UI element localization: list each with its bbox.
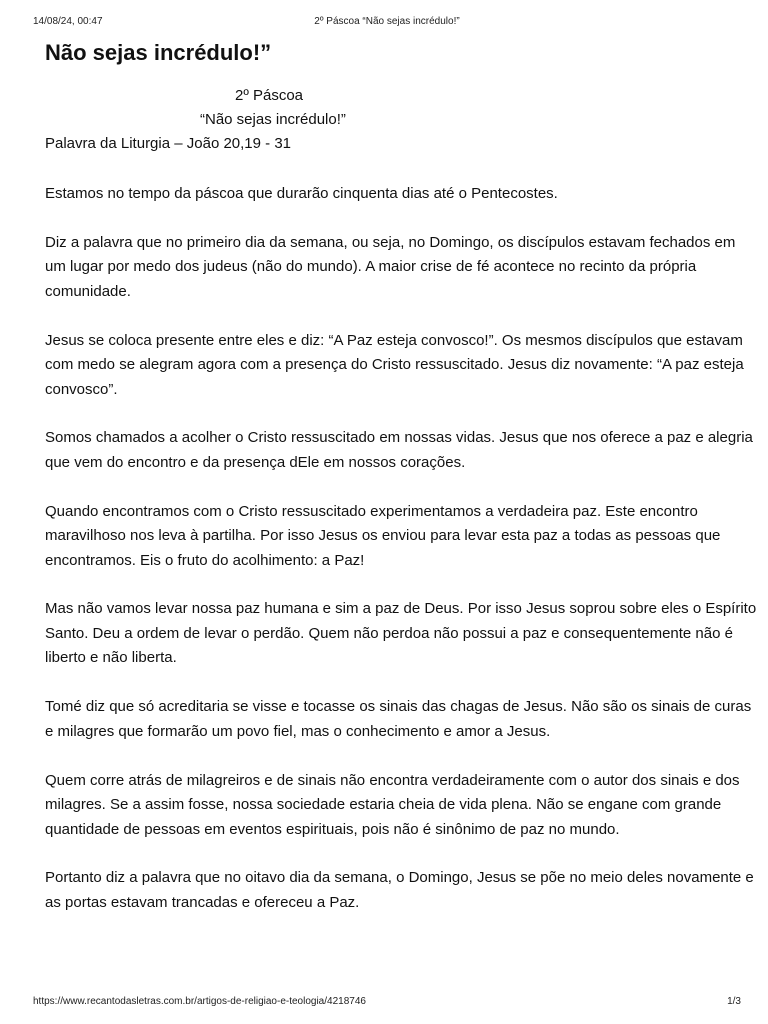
paragraph: Quando encontramos com o Cristo ressuscitado experimentamos a verdadeira paz. Este encontro maravilhoso nos leva à partilha. Por isso Jesus os enviou para levar esta paz a todas as pessoas que encontramos. Eis o fruto do acolhimento: a Paz! <box>45 502 721 569</box>
print-timestamp: 14/08/24, 00:47 <box>33 16 103 27</box>
paragraph: Mas não vamos levar nossa paz humana e sim a paz de Deus. Por isso Jesus soprou sobre eles o Espírito Santo. Deu a ordem de levar o perdão. Quem não perdoa não possui a paz e consequentemente não é liberto e não liberta. <box>45 600 757 667</box>
paragraph: Portanto diz a palavra que no oitavo dia da semana, o Domingo, Jesus se põe no meio deles novamente e as portas estavam trancadas e ofereceu a Paz. <box>45 869 754 911</box>
source-url[interactable]: https://www.recantodasletras.com.br/artigos-de-religiao-e-teologia/4218746 <box>33 996 366 1007</box>
print-doc-title: 2º Páscoa “Não sejas incrédulo!” <box>314 16 460 27</box>
subtitle-block <box>45 84 745 156</box>
paragraph: Somos chamados a acolher o Cristo ressuscitado em nossas vidas. Jesus que nos oferece a paz e alegria que vem do encontro e da presença dEle em nossos corações. <box>45 429 753 471</box>
print-header <box>33 16 741 30</box>
paragraph: Jesus se coloca presente entre eles e diz: “A Paz esteja convosco!”. Os mesmos discípulos que estavam com medo se alegram agora com a presença do Cristo ressuscitado. Jesus diz novamente: “A paz esteja convosco”. <box>45 331 744 398</box>
subtitle-line-2: “Não sejas incrédulo!” <box>200 111 346 128</box>
article-title: Não sejas incrédulo!” <box>45 40 272 65</box>
article-body <box>45 182 757 940</box>
paragraph: Estamos no tempo da páscoa que durarão cinquenta dias até o Pentecostes. <box>45 185 558 202</box>
subtitle-line-1: 2º Páscoa <box>235 87 304 104</box>
page-number: 1/3 <box>727 996 741 1007</box>
liturgy-reference: Palavra da Liturgia – João 20,19 - 31 <box>45 135 291 152</box>
paragraph: Quem corre atrás de milagreiros e de sinais não encontra verdadeiramente com o autor dos sinais e dos milagres. Se a assim fosse, nossa sociedade estaria cheia de vida plena. Não se engane com grande quantidade de pessoas em eventos espirituais, pois não é sinônimo de paz no mundo. <box>45 771 740 838</box>
paragraph: Tomé diz que só acreditaria se visse e tocasse os sinais das chagas de Jesus. Não são os sinais de curas e milagres que formarão um povo fiel, mas o conhecimento e amor a Jesus. <box>45 698 752 740</box>
paragraph: Diz a palavra que no primeiro dia da semana, ou seja, no Domingo, os discípulos estavam fechados em um lugar por medo dos judeus (não do mundo). A maior crise de fé acontece no recinto da própria comunidade. <box>45 233 736 300</box>
print-footer <box>33 996 741 1010</box>
